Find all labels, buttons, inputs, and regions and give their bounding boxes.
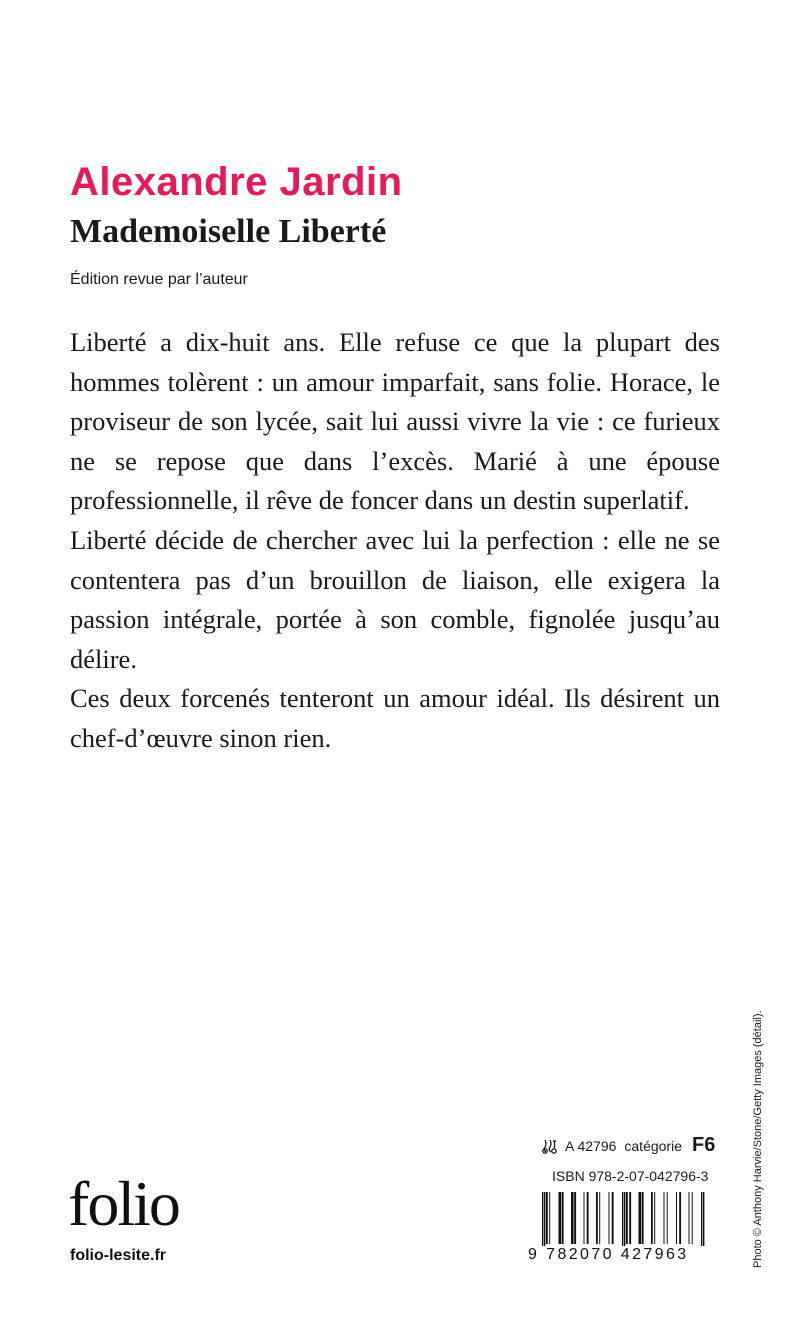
publisher-mark-icon xyxy=(541,1138,559,1154)
photo-credit: Photo © Anthony Harvie/Stone/Getty Images (détail). xyxy=(752,1010,764,1268)
publisher-logo: folio xyxy=(68,1168,179,1239)
back-cover-blurb xyxy=(70,323,720,759)
catalog-reference: A 42796 xyxy=(565,1138,617,1154)
edition-note: Édition revue par l’auteur xyxy=(70,271,248,288)
isbn: ISBN 978-2-07-042796-3 xyxy=(552,1168,709,1184)
barcode xyxy=(528,1192,724,1268)
publisher-website: folio-lesite.fr xyxy=(70,1247,167,1264)
category-code: F6 xyxy=(691,1134,716,1156)
book-title: Mademoiselle Liberté xyxy=(70,213,387,250)
barcode-digits: 9 782070 427963 xyxy=(528,1246,689,1263)
category-label: catégorie xyxy=(624,1138,682,1154)
blurb-paragraph: Liberté a dix-huit ans. Elle refuse ce que la plupart des hommes tolèrent : un amour imparfait, sans folie. Horace, le proviseur de son lycée, sait lui aussi vivre la vie : ce furieux ne se repose que dans l’excès. Marié à une épouse professionnelle, il rêve de foncer dans un destin superlatif. xyxy=(70,327,720,516)
barcode-bars xyxy=(528,1192,724,1246)
blurb-paragraph: Ces deux forcenés tenteront un amour idéal. Ils désirent un chef-d’œuvre sinon rien. xyxy=(70,683,720,753)
catalog-info xyxy=(541,1134,721,1157)
blurb-paragraph: Liberté décide de chercher avec lui la perfection : elle ne se contentera pas d’un brouillon de liaison, elle exigera la passion intégrale, portée à son comble, fignolée jusqu’au délire. xyxy=(70,524,720,674)
author-name: Alexandre Jardin xyxy=(70,160,403,204)
